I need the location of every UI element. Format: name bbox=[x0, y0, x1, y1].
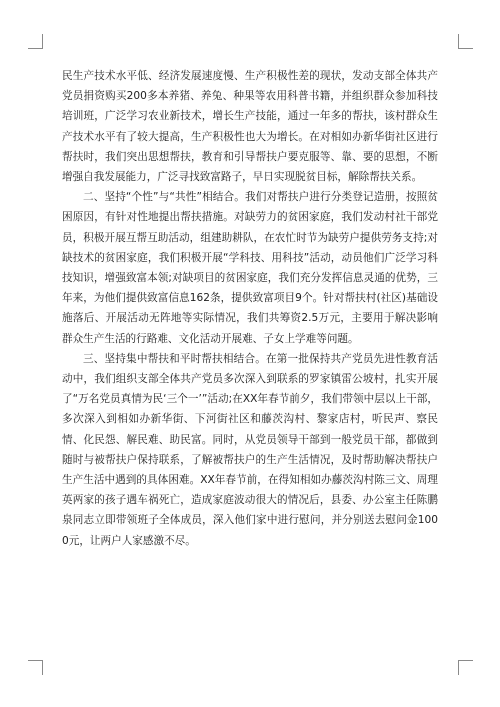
paragraph-continuation: 民生产技术水平低、经济发展速度慢、生产积极性差的现状，发动支部全体共产党员捐资购买200多本养猪、养兔、种果等农用科普书籍，并组织群众参加科技培训班，广泛学习农业新技术，增长生产技能，通过一年多的帮扶，该村群众生产技术水平有了较大提高，生产积极性也大为增长。在对相如办新华街社区进行帮扶时，我们突出思想帮扶，教育和引导帮扶户要克服等、靠、要的思想，不断增强自我发展能力，广泛寻找致富路子，早日实现脱贫目标，解除帮扶关系。 bbox=[62, 70, 438, 184]
crop-mark-bottom-left bbox=[28, 660, 43, 675]
paragraph-section-two: 二、坚持“个性”与“共性”相结合。我们对帮扶户进行分类登记造册，按照贫困原因，有针对性地提出帮扶措施。对缺劳力的贫困家庭，我们发动村社干部党员，积极开展互帮互助活动，组建助耕队，在农忙时节为缺劳户提供劳务支持;对缺技术的贫困家庭，我们积极开展“学科技、用科技”活动，动员他们广泛学习科技知识，增强致富本领;对缺项目的贫困家庭，我们充分发挥信息灵通的优势，三年来，为他们提供致富信息162条，提供致富项目9个。针对帮扶村(社区)基础设施落后、开展活动无阵地等实际情况，我们共筹资2.5万元，主要用于解决影响群众生产生活的行路难、文化活动开展难、子女上学难等问题。 bbox=[62, 191, 438, 345]
paragraph-section-three: 三、坚持集中帮扶和平时帮扶相结合。在第一批保持共产党员先进性教育活动中，我们组织支部全体共产党员多次深入到联系的罗家镇雷公坡村，扎实开展了“万名党员真情为民‘三个一’”活动;在XX年春节前夕，我们带领中层以上干部，多次深入到相如办新华街、下河街社区和藤茨沟村、黎家店村，听民声、察民情、化民怨、解民难、助民富。同时，从党员领导干部到一般党员干部，都做到随时与被帮扶户保持联系，了解被帮扶户的生产生活情况，及时帮助解决帮扶户生产生活中遇到的具体困难。XX年春节前，在得知相如办藤茨沟村陈三文、周理英两家的孩子遇车祸死亡，造成家庭波动很大的情况后，县委、办公室主任陈鹏泉同志立即带领班子全体成员，深入他们家中进行慰问，并分别送去慰问金1000元，让两户人家感激不尽。 bbox=[62, 352, 438, 547]
crop-mark-bottom-right bbox=[458, 660, 473, 675]
crop-mark-top-left bbox=[28, 34, 43, 49]
crop-mark-top-right bbox=[458, 34, 473, 49]
document-body bbox=[62, 66, 438, 551]
